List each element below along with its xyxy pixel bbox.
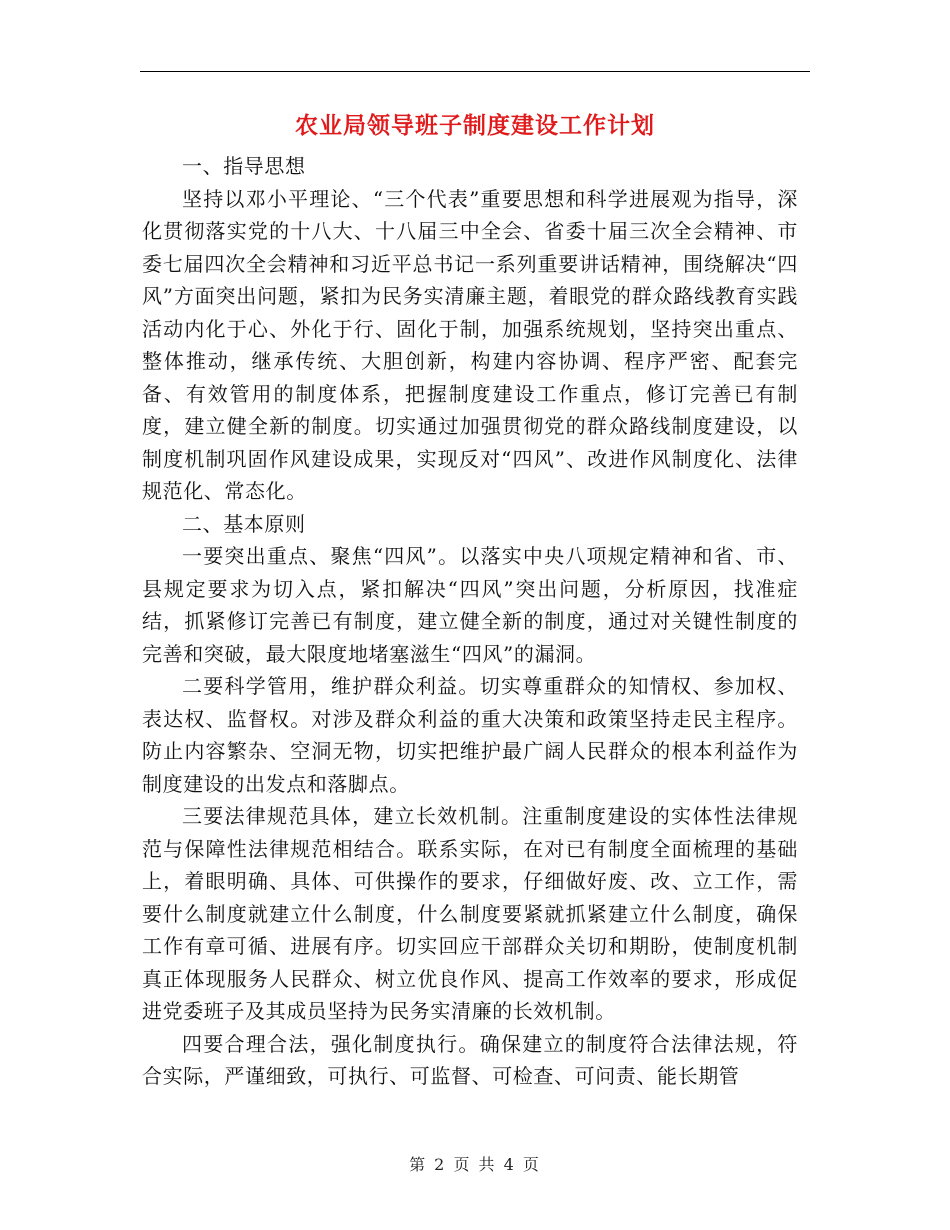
paragraph-principle-2: 二要科学管用，维护群众利益。切实尊重群众的知情权、参加权、表达权、监督权。对涉及群众利益的重大决策和政策坚持走民主程序。防止内容繁杂、空洞无物，切实把维护最广阔人民群众的根本利益作为制度建设的出发点和落脚点。	[142, 674, 798, 796]
section-heading-basic-principles: 二、基本原则	[182, 511, 306, 536]
paragraph-guiding-thought: 坚持以邓小平理论、“三个代表”重要思想和科学进展观为指导，深化贯彻落实党的十八大、十八届三中全会、省委十届三次全会精神、市委七届四次全会精神和习近平总书记一系列重要讲话精神，围绕解决“四风”方面突出问题，紧扣为民务实清廉主题，着眼党的群众路线教育实践活动内化于心、外化于行、固化于制，加强系统规划，坚持突出重点、整体推动，继承传统、大胆创新，构建内容协调、程序严密、配套完备、有效管用的制度体系，把握制度建设工作重点，修订完善已有制度，建立健全新的制度。切实通过加强贯彻党的群众路线制度建设，以制度机制巩固作风建设成果，实现反对“四风”、改进作风制度化、法律规范化、常态化。	[142, 186, 798, 503]
paragraph-principle-3: 三要法律规范具体，建立长效机制。注重制度建设的实体性法律规范与保障性法律规范相结合。联系实际，在对已有制度全面梳理的基础上，着眼明确、具体、可供操作的要求，仔细做好废、改、立工作，需要什么制度就建立什么制度，什么制度要紧就抓紧建立什么制度，确保工作有章可循、进展有序。切实回应干部群众关切和期盼，使制度机制真正体现服务人民群众、树立优良作风、提高工作效率的要求，形成促进党委班子及其成员坚持为民务实清廉的长效机制。	[142, 804, 798, 1023]
page-number-footer: 第 2 页 共 4 页	[409, 1155, 541, 1174]
document-title: 农业局领导班子制度建设工作计划	[295, 112, 655, 139]
document-body	[142, 150, 798, 1093]
paragraph-principle-1: 一要突出重点、聚焦“四风”。以落实中央八项规定精神和省、市、县规定要求为切入点，紧扣解决“四风”突出问题，分析原因，找准症结，抓紧修订完善已有制度，建立健全新的制度，通过对关键性制度的完善和突破，最大限度地堵塞滋生“四风”的漏洞。	[142, 544, 798, 666]
paragraph-principle-4: 四要合理合法，强化制度执行。确保建立的制度符合法律法规，符合实际，严谨细致，可执行、可监督、可检查、可问责、能长期管	[142, 1031, 798, 1088]
header-rule	[140, 71, 810, 72]
section-heading-guiding-thought: 一、指导思想	[182, 154, 306, 178]
